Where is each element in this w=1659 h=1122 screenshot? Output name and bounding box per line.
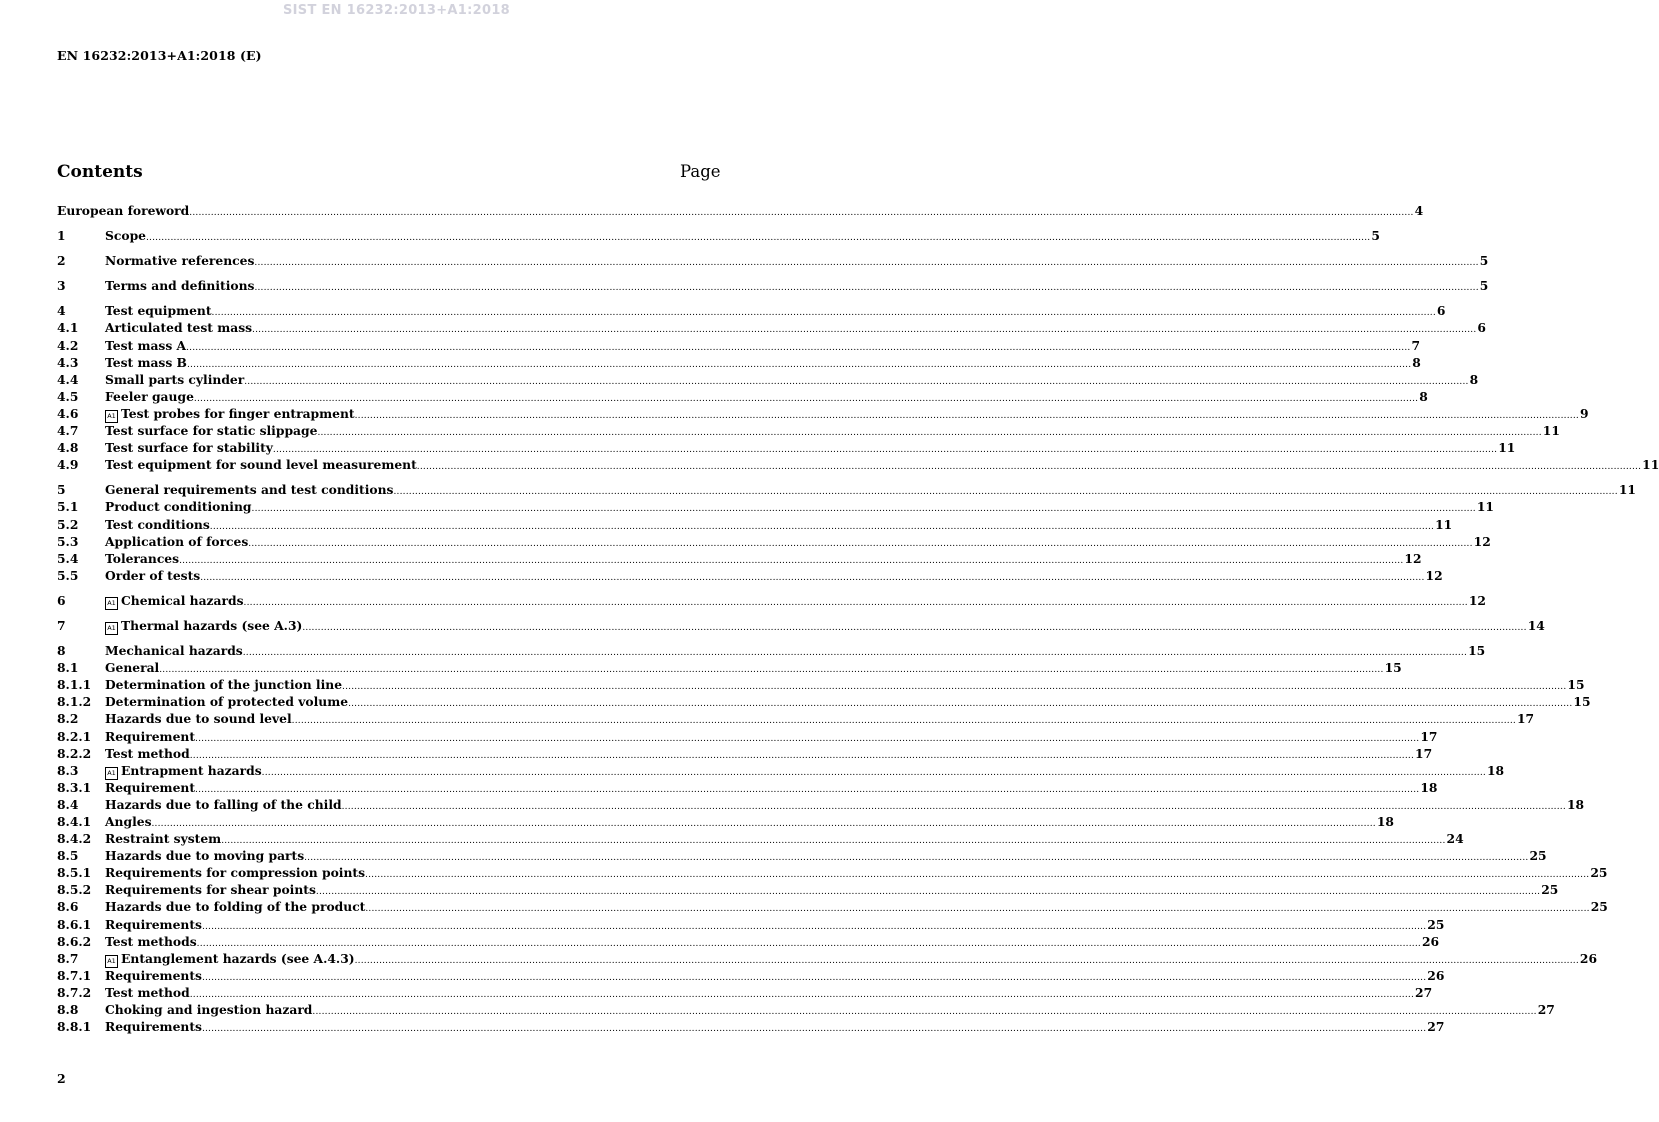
toc-entry[interactable] — [57, 745, 1433, 763]
dot-leader: ................................................................................................................................................................................................................................................................................................................................................................................................................ — [196, 938, 1421, 949]
toc-entry-page: 18 — [1420, 779, 1438, 795]
dot-leader: ................................................................................................................................................................................................................................................................................................................................................................................................................ — [251, 504, 1476, 515]
toc-entry-title: Hazards due to folding of the product — [105, 899, 366, 915]
toc-entry[interactable] — [57, 405, 1589, 423]
toc-entry-number: 8.4 — [57, 796, 79, 812]
watermark: SIST EN 16232:2013+A1:2018 — [282, 3, 511, 18]
toc-entry-number: 8.7.1 — [57, 967, 92, 983]
toc-entry[interactable] — [57, 950, 1598, 968]
toc-entry-page: 26 — [1421, 933, 1440, 949]
toc-entry-number: 8.1 — [57, 660, 79, 676]
toc-entry-page: 12 — [1468, 592, 1486, 608]
toc-entry-title: Entanglement hazards (see A.4.3) — [121, 950, 355, 966]
toc-entry[interactable] — [57, 440, 1516, 457]
toc-entry[interactable] — [57, 320, 1486, 337]
toc-entry-number: 5.5 — [57, 567, 79, 583]
toc-entry-page: 8 — [1469, 371, 1479, 387]
toc-entry-page: 12 — [1404, 550, 1422, 566]
dot-leader: ................................................................................................................................................................................................................................................................................................................................................................................................................ — [348, 699, 1573, 710]
toc-entry-number: 4.8 — [57, 440, 79, 456]
toc-entry-title: Articulated test mass — [105, 320, 253, 336]
toc-entry-number: 4.2 — [57, 337, 79, 353]
toc-entry-number: 8.2.1 — [57, 728, 92, 744]
toc-entry[interactable] — [57, 533, 1491, 551]
toc-entry-page: 11 — [1618, 482, 1636, 498]
document-id: EN 16232:2013+A1:2018 (E) — [57, 48, 262, 63]
toc-entry[interactable] — [57, 499, 1494, 516]
dot-leader: ................................................................................................................................................................................................................................................................................................................................................................................................................ — [201, 921, 1427, 932]
toc-entry-number: 8 — [57, 643, 66, 659]
toc-entry[interactable] — [57, 831, 1464, 848]
toc-entry-title: Application of forces — [105, 533, 249, 549]
toc-entry-number: 8.6 — [57, 899, 79, 915]
toc-entry-page: 25 — [1529, 848, 1547, 864]
toc-entry-title: Requirements — [105, 1019, 202, 1035]
toc-entry-page: 17 — [1420, 728, 1438, 744]
toc-entry-page: 24 — [1446, 831, 1464, 847]
toc-entry-number: 2 — [57, 253, 66, 269]
dot-leader: ................................................................................................................................................................................................................................................................................................................................................................................................................ — [244, 376, 1469, 387]
toc-entry-number: 8.6.2 — [57, 933, 92, 949]
toc-entry-page: 17 — [1415, 745, 1433, 761]
toc-entry-page: 17 — [1517, 711, 1535, 727]
toc-entry-page: 18 — [1486, 762, 1505, 778]
dot-leader: ................................................................................................................................................................................................................................................................................................................................................................................................................ — [365, 870, 1590, 881]
toc-entry-number: 4.4 — [57, 371, 79, 387]
toc-entry-page: 25 — [1590, 899, 1608, 915]
toc-entry-title: Scope — [105, 228, 146, 244]
toc-entry-page: 9 — [1579, 405, 1589, 421]
table-of-contents — [57, 203, 1659, 1036]
toc-entry-number: 1 — [57, 228, 66, 244]
dot-leader: ................................................................................................................................................................................................................................................................................................................................................................................................................ — [189, 989, 1415, 1000]
amendment-marker-icon: A1 — [105, 597, 118, 610]
dot-leader: ................................................................................................................................................................................................................................................................................................................................................................................................................ — [189, 750, 1415, 761]
toc-entry-number: 8.3.1 — [57, 779, 92, 795]
toc-entry[interactable] — [57, 677, 1585, 694]
toc-entry-page: 5 — [1479, 278, 1489, 294]
toc-entry-title: Test mass B — [105, 354, 187, 370]
toc-entry-title: Requirements — [105, 967, 202, 983]
toc-entry[interactable] — [57, 865, 1608, 882]
toc-entry[interactable] — [57, 278, 1489, 295]
toc-entry[interactable] — [57, 516, 1453, 534]
contents-heading: Contents — [57, 162, 143, 182]
toc-entry-page: 14 — [1527, 617, 1545, 633]
dot-leader: ................................................................................................................................................................................................................................................................................................................................................................................................................ — [315, 887, 1541, 898]
dot-leader: ................................................................................................................................................................................................................................................................................................................................................................................................................ — [254, 283, 1479, 294]
toc-entry[interactable] — [57, 228, 1380, 245]
toc-entry-number: 5.1 — [57, 499, 79, 515]
dot-leader: ................................................................................................................................................................................................................................................................................................................................................................................................................ — [354, 410, 1579, 421]
toc-entry[interactable] — [57, 762, 1505, 780]
dot-leader: ................................................................................................................................................................................................................................................................................................................................................................................................................ — [312, 1007, 1537, 1018]
toc-entry[interactable] — [57, 848, 1547, 865]
toc-entry-number: 7 — [57, 617, 66, 633]
amendment-marker-icon: A1 — [105, 955, 118, 968]
toc-entry-number: 6 — [57, 592, 66, 608]
dot-leader: ................................................................................................................................................................................................................................................................................................................................................................................................................ — [195, 733, 1420, 744]
toc-entry-page: 15 — [1468, 643, 1486, 659]
toc-entry-number: 4.7 — [57, 423, 79, 439]
toc-entry[interactable] — [57, 567, 1443, 585]
toc-entry-title: Test mass A — [105, 337, 187, 353]
dot-leader: ................................................................................................................................................................................................................................................................................................................................................................................................................ — [186, 359, 1412, 370]
dot-leader: ................................................................................................................................................................................................................................................................................................................................................................................................................ — [159, 665, 1384, 676]
toc-entry-page: 7 — [1411, 337, 1421, 353]
toc-entry-number: 4.3 — [57, 354, 79, 370]
toc-entry[interactable] — [57, 660, 1402, 677]
dot-leader: ................................................................................................................................................................................................................................................................................................................................................................................................................ — [201, 1024, 1427, 1035]
toc-entry-title: Small parts cylinder — [105, 371, 245, 387]
toc-entry[interactable] — [57, 303, 1446, 320]
dot-leader: ................................................................................................................................................................................................................................................................................................................................................................................................................ — [146, 233, 1371, 244]
toc-entry-title: Product conditioning — [105, 499, 252, 515]
dot-leader: ................................................................................................................................................................................................................................................................................................................................................................................................................ — [416, 462, 1642, 473]
toc-entry-title: Normative references — [105, 253, 255, 269]
toc-entry-title: Restraint system — [105, 831, 222, 847]
toc-entry-number: 8.2 — [57, 711, 79, 727]
toc-entry-title: Requirement — [105, 728, 196, 744]
toc-entry-number: 8.3 — [57, 762, 79, 778]
toc-entry[interactable] — [57, 617, 1545, 635]
dot-leader: ................................................................................................................................................................................................................................................................................................................................................................................................................ — [341, 801, 1566, 812]
toc-entry-number: 5.2 — [57, 516, 79, 532]
toc-entry-number: 5.4 — [57, 550, 79, 566]
dot-leader: ................................................................................................................................................................................................................................................................................................................................................................................................................ — [193, 393, 1419, 404]
toc-entry-title: Requirements — [105, 916, 202, 932]
toc-entry-title: Test equipment for sound level measurement — [105, 457, 417, 473]
toc-entry[interactable] — [57, 482, 1636, 499]
toc-entry-title: Angles — [105, 814, 152, 829]
toc-entry-title: Entrapment hazards — [121, 762, 262, 778]
amendment-marker-icon: A1 — [105, 410, 118, 423]
toc-entry-page: 8 — [1412, 354, 1421, 370]
toc-entry-page: 8 — [1419, 388, 1428, 404]
toc-entry-page: 18 — [1566, 796, 1585, 812]
toc-entry-page: 12 — [1473, 533, 1491, 549]
toc-entry-number: 4.6 — [57, 405, 79, 421]
toc-entry-number: 8.5.2 — [57, 882, 92, 898]
toc-entry-title: Requirements for shear points — [105, 882, 316, 898]
toc-entry-page: 26 — [1579, 950, 1598, 966]
toc-entry-number: 8.1.1 — [57, 677, 92, 693]
toc-entry-number: 8.4.1 — [57, 814, 92, 829]
toc-entry-page: 5 — [1371, 228, 1380, 244]
toc-entry[interactable] — [57, 984, 1433, 1002]
dot-leader: ................................................................................................................................................................................................................................................................................................................................................................................................................ — [317, 428, 1542, 439]
toc-entry-title: European foreword — [57, 203, 190, 218]
toc-entry-page: 11 — [1498, 440, 1516, 456]
toc-entry[interactable] — [57, 354, 1421, 372]
toc-entry-page: 12 — [1425, 567, 1443, 583]
toc-entry-number: 8.2.2 — [57, 745, 92, 761]
toc-entry-number: 3 — [57, 278, 66, 294]
toc-entry-page: 26 — [1427, 967, 1445, 983]
dot-leader: ................................................................................................................................................................................................................................................................................................................................................................................................................ — [252, 325, 1477, 336]
dot-leader: ................................................................................................................................................................................................................................................................................................................................................................................................................ — [201, 972, 1427, 983]
toc-entry-page: 27 — [1415, 984, 1433, 1000]
toc-entry-page: 11 — [1435, 516, 1453, 532]
toc-entry-page: 11 — [1542, 423, 1560, 439]
dot-leader: ................................................................................................................................................................................................................................................................................................................................................................................................................ — [195, 784, 1420, 795]
toc-entry-title: Terms and definitions — [105, 278, 255, 294]
toc-entry-page: 25 — [1541, 882, 1559, 898]
dot-leader: ................................................................................................................................................................................................................................................................................................................................................................................................................ — [261, 767, 1486, 778]
toc-entry-page: 27 — [1427, 1019, 1445, 1035]
toc-entry-number: 8.8 — [57, 1002, 79, 1018]
toc-entry[interactable] — [57, 899, 1608, 916]
toc-entry[interactable] — [57, 882, 1559, 899]
toc-entry-number: 8.7 — [57, 950, 79, 966]
toc-entry[interactable] — [57, 457, 1659, 474]
toc-entry[interactable] — [57, 550, 1422, 568]
toc-entry-number: 8.4.2 — [57, 831, 92, 847]
toc-entry-number: 4 — [57, 303, 66, 319]
dot-leader: ................................................................................................................................................................................................................................................................................................................................................................................................................ — [209, 521, 1435, 532]
toc-entry[interactable] — [57, 337, 1421, 355]
toc-entry[interactable] — [57, 643, 1486, 660]
toc-entry[interactable] — [57, 423, 1560, 440]
toc-entry[interactable] — [57, 728, 1438, 746]
toc-entry[interactable] — [57, 1002, 1555, 1019]
toc-entry-page: 15 — [1573, 694, 1591, 710]
toc-entry-number: 4.1 — [57, 320, 79, 336]
toc-entry-title: Feeler gauge — [105, 388, 194, 404]
page-number: 2 — [57, 1071, 66, 1086]
toc-entry-title: Test method — [105, 745, 190, 761]
page-column-heading: Page — [680, 162, 721, 181]
toc-entry-title: Test method — [105, 984, 190, 1000]
dot-leader: ................................................................................................................................................................................................................................................................................................................................................................................................................ — [186, 342, 1411, 353]
toc-entry[interactable] — [57, 388, 1428, 406]
dot-leader: ................................................................................................................................................................................................................................................................................................................................................................................................................ — [248, 538, 1473, 549]
toc-entry-page: 25 — [1427, 916, 1445, 932]
dot-leader: ................................................................................................................................................................................................................................................................................................................................................................................................................ — [242, 648, 1468, 659]
toc-entry[interactable] — [57, 933, 1440, 951]
toc-entry[interactable] — [57, 779, 1438, 797]
toc-entry-title: Determination of protected volume — [105, 694, 349, 710]
toc-entry-title: Hazards due to falling of the child — [105, 796, 342, 812]
toc-entry-title: Determination of the junction line — [105, 677, 343, 693]
toc-entry-title: Test equipment — [105, 303, 212, 319]
dot-leader: ................................................................................................................................................................................................................................................................................................................................................................................................................ — [342, 682, 1567, 693]
toc-entry-number: 8.5.1 — [57, 865, 92, 881]
toc-entry-number: 8.8.1 — [57, 1019, 92, 1035]
toc-entry-title: Order of tests — [105, 567, 201, 583]
dot-leader: ................................................................................................................................................................................................................................................................................................................................................................................................................ — [243, 597, 1468, 608]
toc-entry-number: 8.6.1 — [57, 916, 92, 932]
toc-entry-page: 11 — [1476, 499, 1494, 515]
toc-entry-page: 6 — [1436, 303, 1446, 319]
dot-leader: ................................................................................................................................................................................................................................................................................................................................................................................................................ — [211, 308, 1436, 319]
toc-entry-title: General requirements and test conditions — [105, 482, 394, 498]
toc-entry-title: Hazards due to sound level — [105, 711, 292, 727]
toc-entry[interactable] — [57, 694, 1591, 711]
dot-leader: ................................................................................................................................................................................................................................................................................................................................................................................................................ — [354, 955, 1579, 966]
toc-entry-number: 5 — [57, 482, 66, 498]
dot-leader: ................................................................................................................................................................................................................................................................................................................................................................................................................ — [189, 208, 1414, 218]
toc-entry-title: Chemical hazards — [121, 592, 244, 608]
toc-entry-page: 6 — [1477, 320, 1486, 336]
dot-leader: ................................................................................................................................................................................................................................................................................................................................................................................................................ — [365, 904, 1590, 915]
toc-entry-number: 4.9 — [57, 457, 79, 473]
dot-leader: ................................................................................................................................................................................................................................................................................................................................................................................................................ — [200, 572, 1425, 583]
toc-entry-title: Thermal hazards (see A.3) — [121, 617, 303, 633]
toc-entry-title: Hazards due to moving parts — [105, 848, 305, 864]
toc-entry-number: 4.5 — [57, 388, 79, 404]
toc-entry[interactable] — [57, 967, 1445, 985]
toc-entry[interactable] — [57, 711, 1535, 728]
toc-entry-page: 11 — [1642, 457, 1659, 473]
toc-entry[interactable] — [57, 1019, 1445, 1036]
toc-entry[interactable] — [57, 796, 1585, 814]
amendment-marker-icon: A1 — [105, 767, 118, 780]
toc-entry-title: General — [105, 660, 160, 676]
dot-leader: ................................................................................................................................................................................................................................................................................................................................................................................................................ — [304, 853, 1529, 864]
toc-entry-page: 25 — [1590, 865, 1608, 881]
toc-entry-title: Mechanical hazards — [105, 643, 243, 659]
dot-leader: ................................................................................................................................................................................................................................................................................................................................................................................................................ — [179, 555, 1404, 566]
toc-entry[interactable] — [57, 814, 1394, 831]
toc-entry-title: Test methods — [105, 933, 197, 949]
toc-entry-number: 5.3 — [57, 533, 79, 549]
toc-entry-page: 27 — [1537, 1002, 1555, 1018]
toc-entry-title: Choking and ingestion hazard — [105, 1002, 313, 1018]
toc-entry-title: Requirements for compression points — [105, 865, 366, 881]
dot-leader: ................................................................................................................................................................................................................................................................................................................................................................................................................ — [221, 836, 1446, 847]
toc-entry-number: 8.1.2 — [57, 694, 92, 710]
toc-entry-title: Test surface for static slippage — [105, 423, 318, 439]
toc-entry-title: Test conditions — [105, 516, 210, 532]
amendment-marker-icon: A1 — [105, 622, 118, 635]
toc-entry-title: Test surface for stability — [105, 440, 273, 456]
dot-leader: ................................................................................................................................................................................................................................................................................................................................................................................................................ — [254, 258, 1479, 269]
toc-entry-page: 15 — [1567, 677, 1585, 693]
dot-leader: ................................................................................................................................................................................................................................................................................................................................................................................................................ — [393, 487, 1618, 498]
toc-entry[interactable] — [57, 592, 1486, 610]
toc-entry-title: Requirement — [105, 779, 196, 795]
toc-entry-page: 15 — [1384, 660, 1402, 676]
toc-entry[interactable] — [57, 203, 1424, 220]
toc-entry-number: 8.5 — [57, 848, 79, 864]
toc-entry-title: Tolerances — [105, 550, 180, 566]
toc-entry-page: 18 — [1376, 814, 1394, 829]
toc-entry-number: 8.7.2 — [57, 984, 92, 1000]
toc-entry[interactable] — [57, 371, 1479, 389]
toc-entry[interactable] — [57, 916, 1445, 934]
dot-leader: ................................................................................................................................................................................................................................................................................................................................................................................................................ — [291, 716, 1516, 727]
toc-entry-page: 4 — [1414, 203, 1424, 218]
dot-leader: ................................................................................................................................................................................................................................................................................................................................................................................................................ — [151, 819, 1376, 829]
toc-entry-page: 5 — [1479, 253, 1489, 269]
dot-leader: ................................................................................................................................................................................................................................................................................................................................................................................................................ — [272, 445, 1498, 456]
dot-leader: ................................................................................................................................................................................................................................................................................................................................................................................................................ — [302, 622, 1527, 633]
toc-entry-title: Test probes for finger entrapment — [121, 405, 355, 421]
toc-entry[interactable] — [57, 253, 1489, 270]
